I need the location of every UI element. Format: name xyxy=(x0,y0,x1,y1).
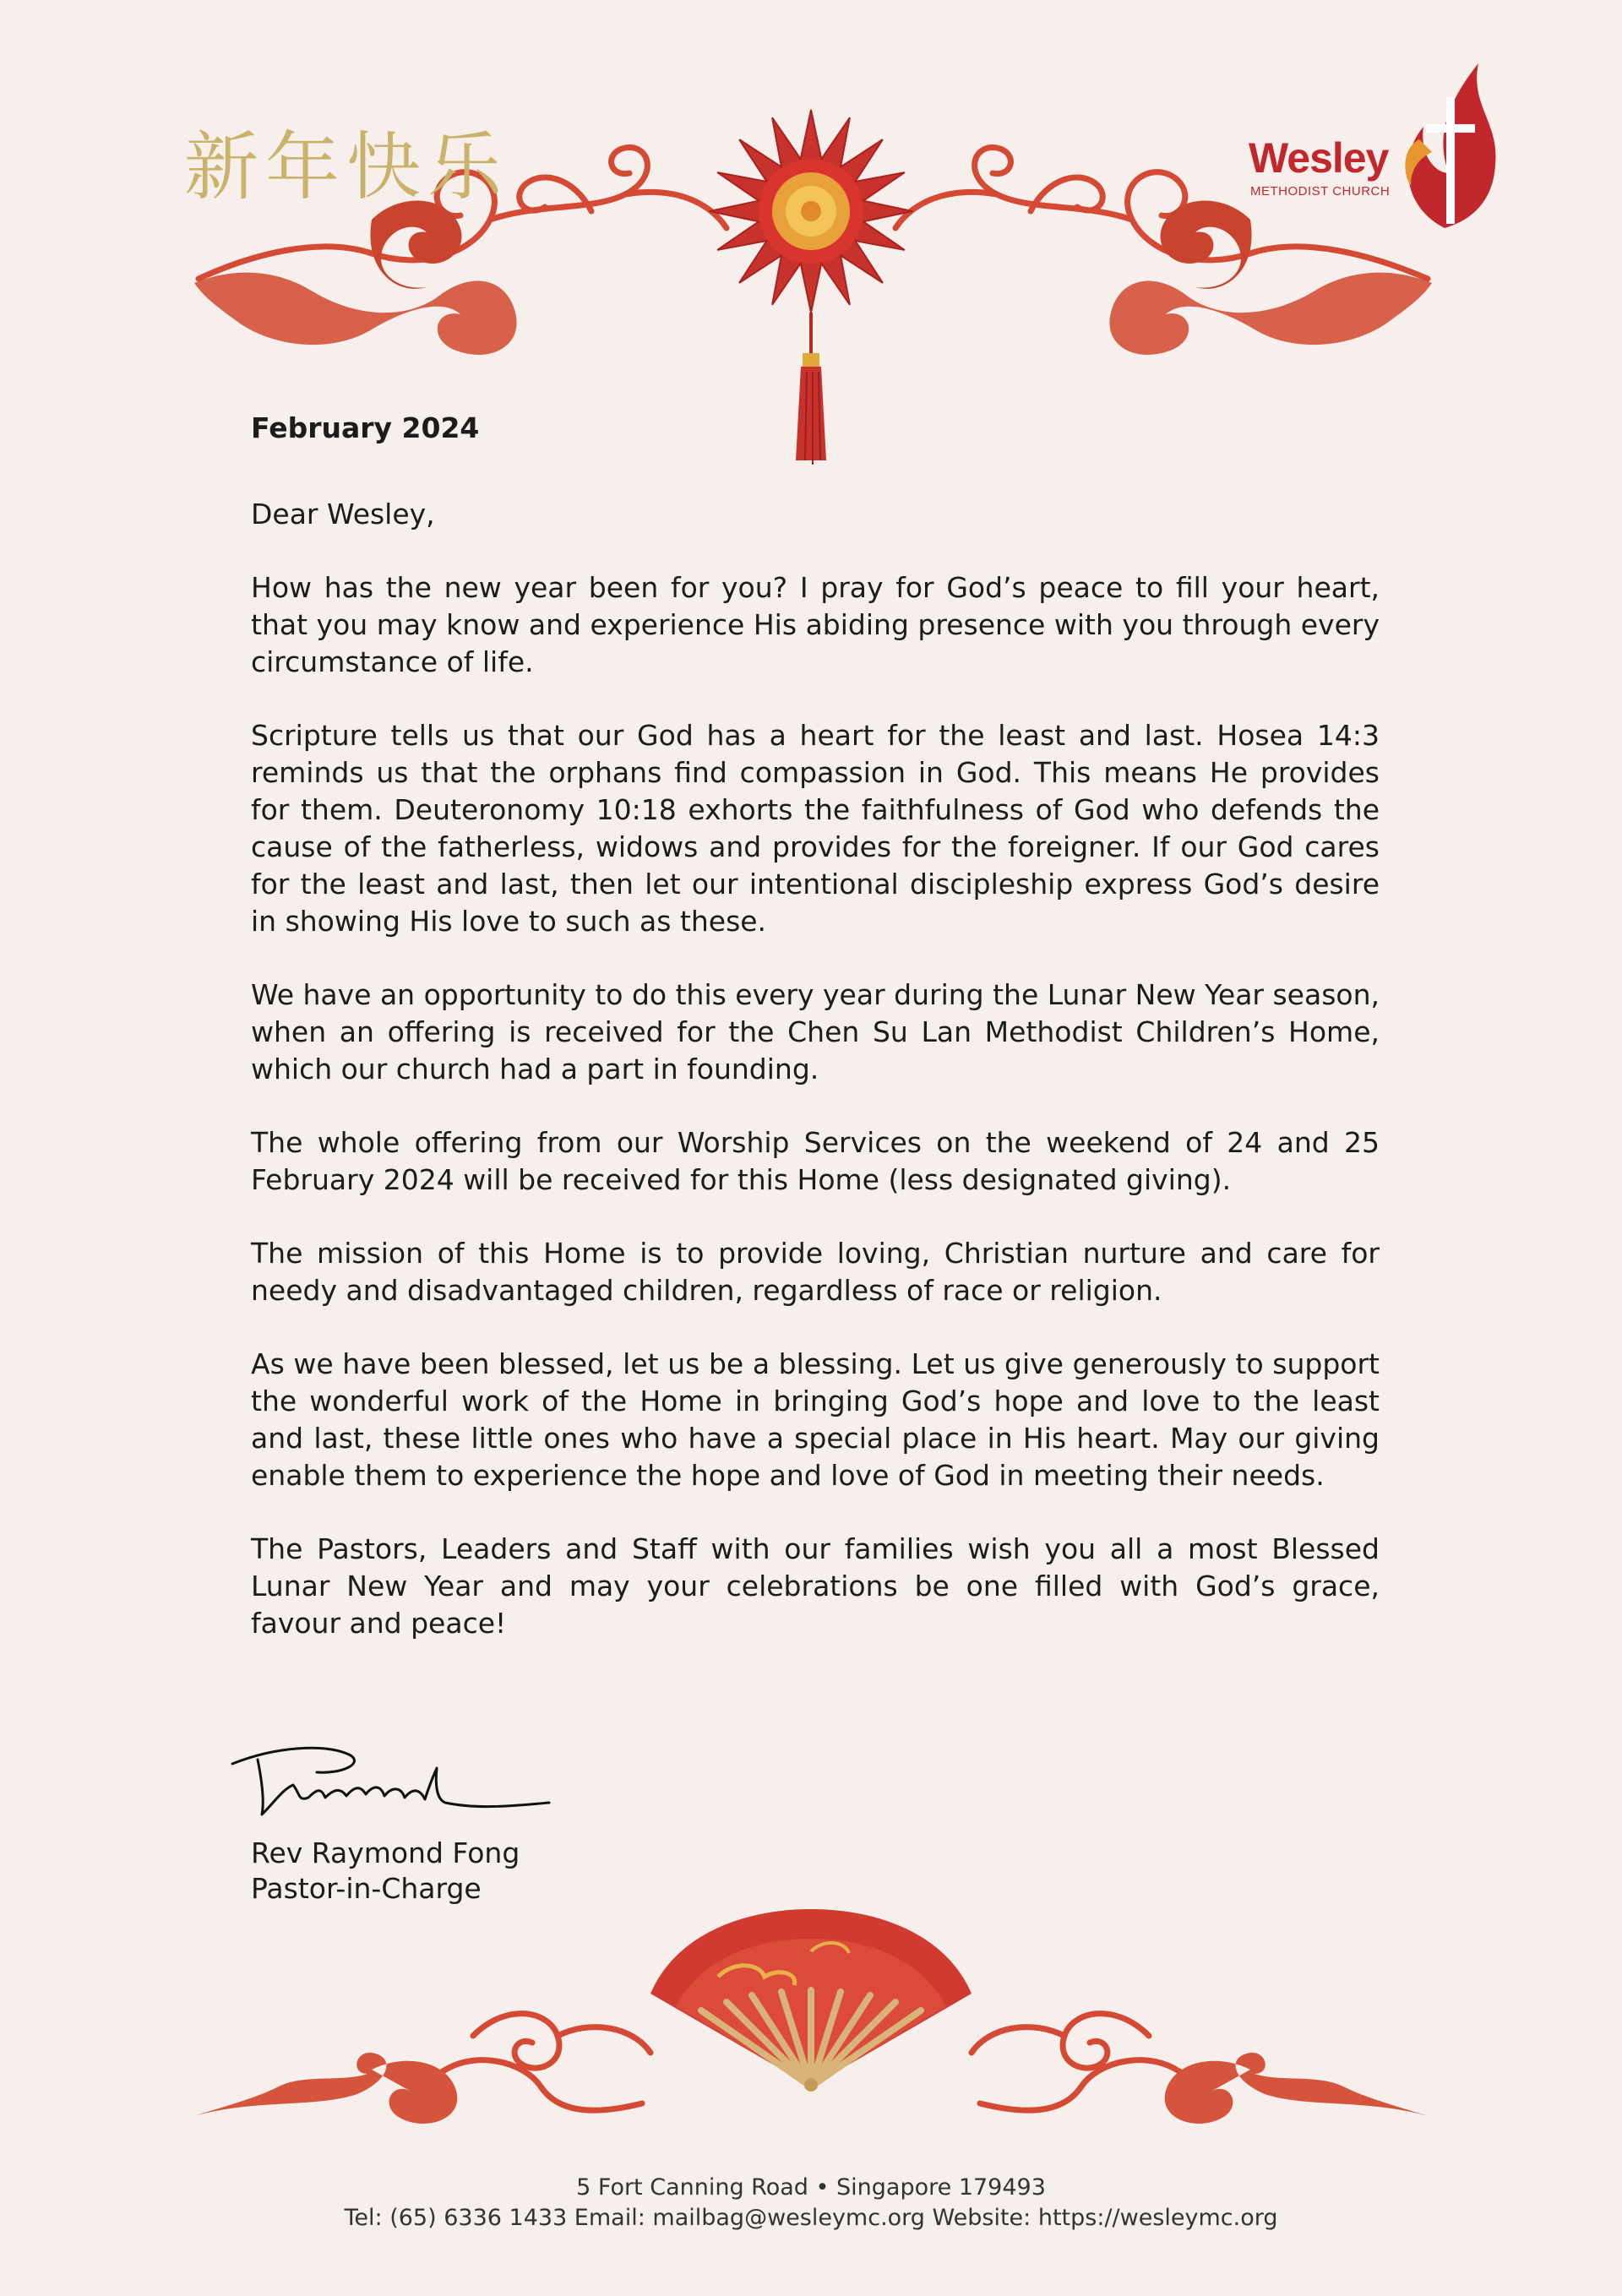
letter-date: February 2024 xyxy=(251,411,480,444)
salutation: Dear Wesley, xyxy=(251,498,435,530)
lunar-new-year-bottom-ornament xyxy=(0,1901,1622,2171)
paragraph: The mission of this Home is to provide loving, Christian nurture and care for needy and disadvantaged children, regardless of race or religion. xyxy=(251,1237,1380,1307)
paragraph: How has the new year been for you? I pray for God’s peace to fill your heart, that you may know and experience His abiding presence with you through every circumstance of life. xyxy=(251,571,1380,678)
paragraph: We have an opportunity to do this every year during the Lunar New Year season, when an offering is received for the Chen Su Lan Methodist Children’s Home, which our church had a part in founding. xyxy=(251,978,1380,1085)
bottom-right-cloud xyxy=(1165,2053,1428,2124)
paragraph: The Pastors, Leaders and Staff with our families wish you all a most Blessed Lunar New Year and may your celebrations be one filled with God’s grace, favour and peace! xyxy=(251,1532,1380,1640)
signer-details xyxy=(251,1836,520,1907)
right-cloud-curl xyxy=(1161,201,1252,289)
paper-flower xyxy=(710,110,912,313)
wesley-flame-cross-icon xyxy=(1385,46,1521,232)
signer-name: Rev Raymond Fong xyxy=(251,1836,520,1869)
church-logo-wordmark: Wesley xyxy=(1249,134,1389,182)
bottom-left-cloud xyxy=(194,2053,457,2124)
paragraph: The whole offering from our Worship Services on the weekend of 24 and 25 February 2024 will be received for this Home (less designated giving). xyxy=(251,1126,1380,1196)
footer-contact: Tel: (65) 6336 1433 Email: mailbag@wesleymc.org Website: https://wesleymc.org xyxy=(344,2205,1278,2231)
folding-fan xyxy=(650,1909,972,2092)
signer-title: Pastor-in-Charge xyxy=(251,1872,482,1905)
chinese-new-year-greeting: 新年快乐 xyxy=(184,123,509,210)
footer xyxy=(0,2173,1622,2233)
left-cloud-body xyxy=(194,273,517,355)
footer-address: 5 Fort Canning Road • Singapore 179493 xyxy=(576,2174,1046,2201)
signature-block xyxy=(224,1722,562,1905)
paragraph: As we have been blessed, let us be a blessing. Let us give generously to support the wonderful work of the Home in bringing God’s hope and love to the least and last, these little ones who have a special place in His heart. May our giving enable them to experience the hope and love of God in meeting their needs. xyxy=(251,1347,1380,1492)
letter-body xyxy=(251,410,1380,1678)
right-cloud-body xyxy=(1109,273,1432,355)
bottom-left-scroll xyxy=(439,2014,650,2111)
handwritten-signature xyxy=(224,1722,562,1831)
paragraph: Scripture tells us that our God has a heart for the least and last. Hosea 14:3 reminds us that the orphans find compassion in God. This means He provides for them. Deuteronomy 10:18 exhorts the faithfulness of God who defends the cause of the fatherless, widows and provides for the foreigner. If our God cares for the least and last, then let our intentional discipleship express God’s desire in showing His love to such as these. xyxy=(251,719,1380,938)
church-logo-subtitle: METHODIST CHURCH xyxy=(1250,184,1391,199)
bottom-right-scroll xyxy=(972,2014,1183,2111)
